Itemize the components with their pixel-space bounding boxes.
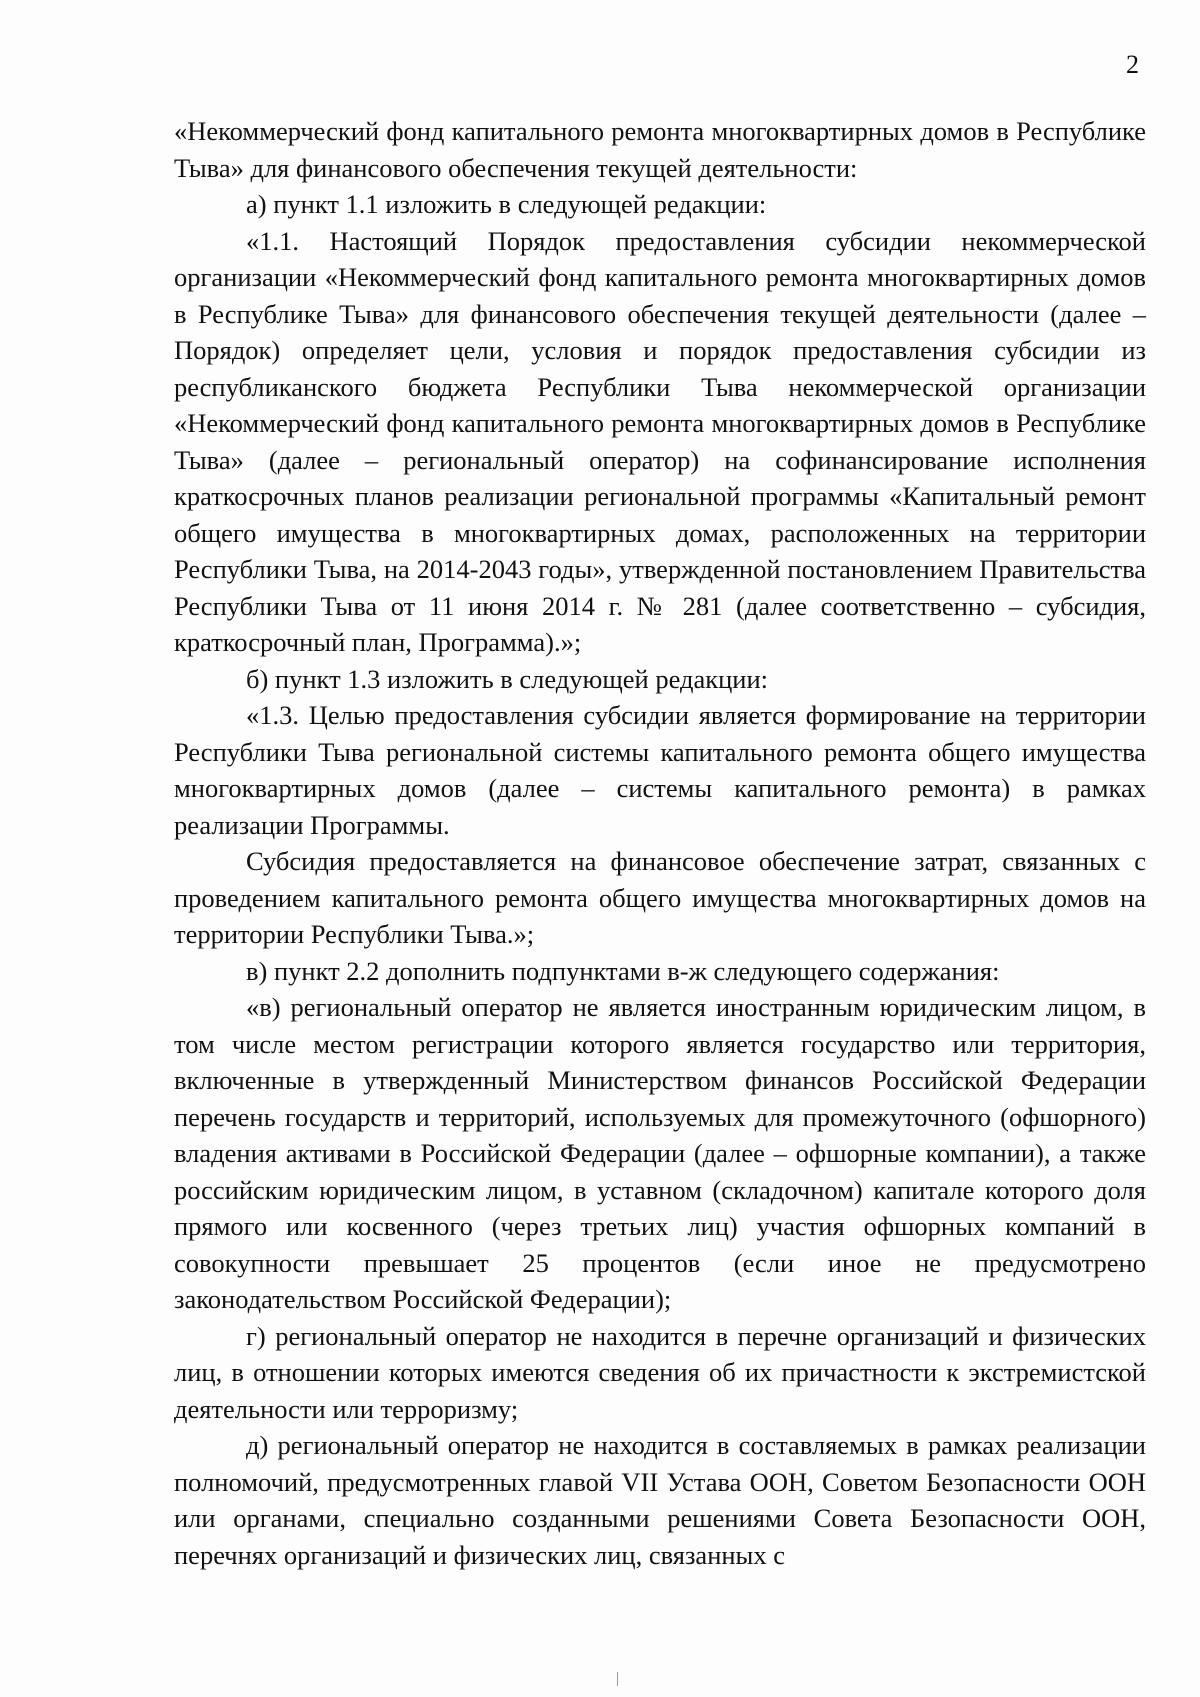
paragraph: д) региональный оператор не находится в составляемых в рамках реализации полномочий, предусмотренных главой VII Устава ООН, Советом Безопасности ООН или органами, специально созданными решениями Совета Безопасности ООН, перечнях организаций и физических лиц, связанных с bbox=[174, 1430, 1146, 1570]
paragraph: «1.3. Целью предоставления субсидии является формирование на территории Республики Тыва региональной системы капитального ремонта общего имущества многоквартирных домов (далее – системы капитального ремонта) в рамках реализации Программы. bbox=[174, 700, 1146, 840]
paragraph: г) региональный оператор не находится в перечне организаций и физических лиц, в отношении которых имеются сведения об их причастности к экстремистской деятельности или терроризму; bbox=[174, 1320, 1146, 1424]
paragraph: а) пункт 1.1 изложить в следующей редакции: bbox=[246, 189, 767, 219]
paragraph: Субсидия предоставляется на финансовое обеспечение затрат, связанных с проведением капитального ремонта общего имущества многоквартирных домов на территории Республики Тыва.»; bbox=[174, 846, 1146, 949]
scan-artifact bbox=[617, 1672, 618, 1686]
paragraph: «в) региональный оператор не является иностранным юридическим лицом, в том числе местом регистрации которого является государство или территория, включенные в утвержденный Министерством финансов Российской Федерации перечень государств и территорий, используемых для промежуточного (офшорного) владения активами в Российской Федерации (далее – офшорные компании), а также российским юридическим лицом, в уставном (складочном) капитале которого доля прямого или косвенного (через третьих лиц) участия офшорных компаний в совокупности превышает 25 процентов (если иное не предусмотрено законодательством Российской Федерации); bbox=[174, 992, 1146, 1314]
paragraph: б) пункт 1.3 изложить в следующей редакции: bbox=[246, 663, 769, 694]
document-body bbox=[174, 113, 1146, 1573]
paragraph: в) пункт 2.2 дополнить подпунктами в-ж следующего содержания: bbox=[246, 955, 1000, 986]
paragraph: «1.1. Настоящий Порядок предоставления субсидии некоммерческой организации «Некоммерческий фонд капитального ремонта многоквартирных домов в Республике Тыва» для финансового обеспечения текущей деятельности (далее – Порядок) определяет цели, условия и порядок предоставления субсидии из республиканского бюджета Республики Тыва некоммерческой организации «Некоммерческий фонд капитального ремонта многоквартирных домов в Республике Тыва» (далее – региональный оператор) на софинансирование исполнения краткосрочных планов реализации региональной программы «Капитальный ремонт общего имущества в многоквартирных домах, расположенных на территории Республики Тыва, на 2014-2043 годы», утвержденной постановлением Правительства Республики Тыва от 11 июня 2014 г. № 281 (далее соответственно – субсидия, краткосрочный план, Программа).»; bbox=[174, 225, 1146, 657]
page-number: 2 bbox=[1126, 50, 1139, 79]
paragraph: «Некоммерческий фонд капитального ремонта многоквартирных домов в Республике Тыва» для финансового обеспечения текущей деятельности: bbox=[174, 116, 1146, 183]
